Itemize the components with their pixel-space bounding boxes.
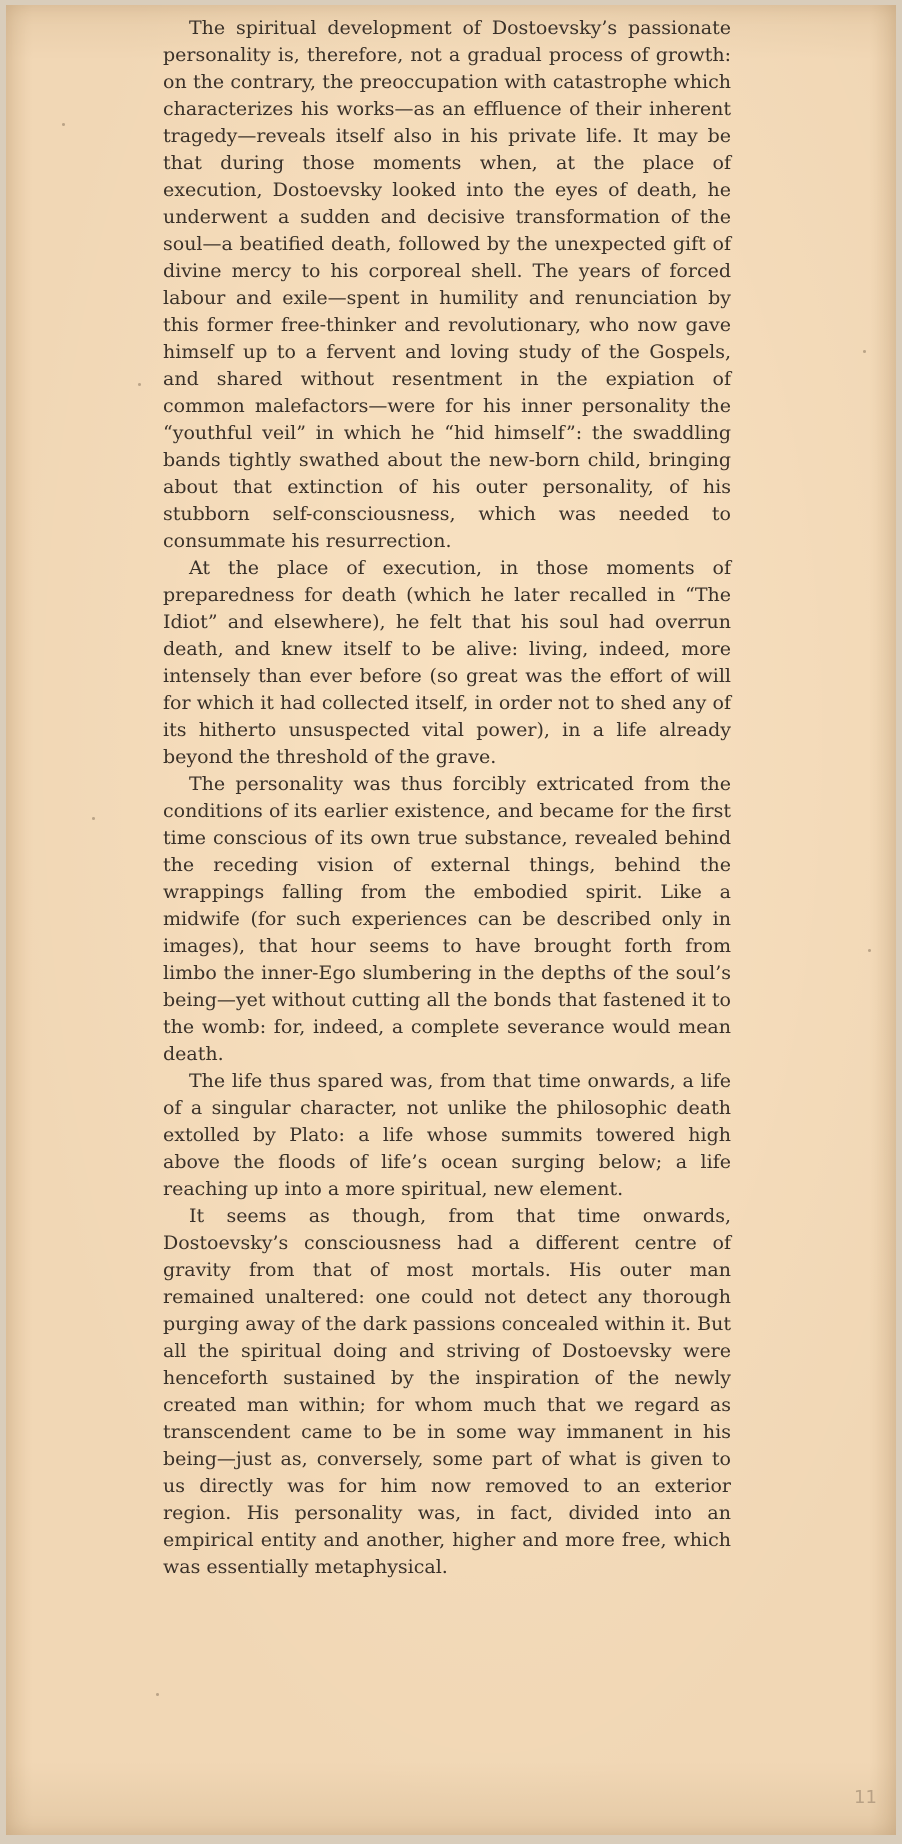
page-number-mark: 11	[854, 1787, 877, 1808]
body-text	[163, 15, 731, 1581]
paper-speck	[868, 949, 871, 952]
paper-speck	[138, 383, 141, 386]
paragraph-2: At the place of execution, in those moments of preparedness for death (which he later recalled in “The Idiot” and elsewhere), he felt that his soul had overrun death, and knew itself to be alive: living, indeed, more intensely than ever before (so great was the effort of will for which it had collected itself, in order not to shed any of its hitherto unsuspected vital power), in a life already beyond the threshold of the grave.	[163, 557, 731, 768]
paper-speck	[156, 1693, 159, 1696]
paper-speck	[92, 817, 95, 820]
paragraph-1: The spiritual development of Dostoevsky’s passionate personality is, therefore, not a gradual process of growth: on the contrary, the preoccupation with catastrophe which characterizes his works—as an effluence of their inherent tragedy—reveals itself also in his private life. It may be that during those moments when, at the place of execution, Dostoevsky looked into the eyes of death, he underwent a sudden and decisive transformation of the soul—a beatified death, followed by the unexpected gift of divine mercy to his corporeal shell. The years of forced labour and exile—spent in humility and renunciation by this former free-thinker and revolutionary, who now gave himself up to a fervent and loving study of the Gospels, and shared without resentment in the expiation of common malefactors—were for his inner personality the “youthful veil” in which he “hid himself”: the swaddling bands tightly swathed about the new-born child, bringing about that extinction of his outer personality, of his stubborn self-consciousness, which was needed to consummate his resurrection.	[163, 17, 731, 552]
document-page	[6, 5, 896, 1835]
paragraph-4: The life thus spared was, from that time onwards, a life of a singular character, not unlike the philosophic death extolled by Plato: a life whose summits towered high above the floods of life’s ocean surging below; a life reaching up into a more spiritual, new element.	[163, 1070, 731, 1200]
paragraph-3: The personality was thus forcibly extricated from the conditions of its earlier existence, and became for the first time conscious of its own true substance, revealed behind the receding vision of external things, behind the wrappings falling from the embodied spirit. Like a midwife (for such experiences can be described only in images), that hour seems to have brought forth from limbo the inner-Ego slumbering in the depths of the soul’s being—yet without cutting all the bonds that fastened it to the womb: for, indeed, a complete severance would mean death.	[163, 773, 731, 1065]
paper-speck	[62, 123, 65, 126]
paragraph-5: It seems as though, from that time onwards, Dostoevsky’s consciousness had a different centre of gravity from that of most mortals. His outer man remained unaltered: one could not detect any thorough purging away of the dark passions concealed within it. But all the spiritual doing and striving of Dostoevsky were henceforth sustained by the inspiration of the newly created man within; for whom much that we regard as transcendent came to be in some way immanent in his being—just as, conversely, some part of what is given to us directly was for him now removed to an exterior region. His personality was, in fact, divided into an empirical entity and another, higher and more free, which was essentially metaphysical.	[163, 1205, 731, 1578]
paper-speck	[863, 350, 866, 353]
